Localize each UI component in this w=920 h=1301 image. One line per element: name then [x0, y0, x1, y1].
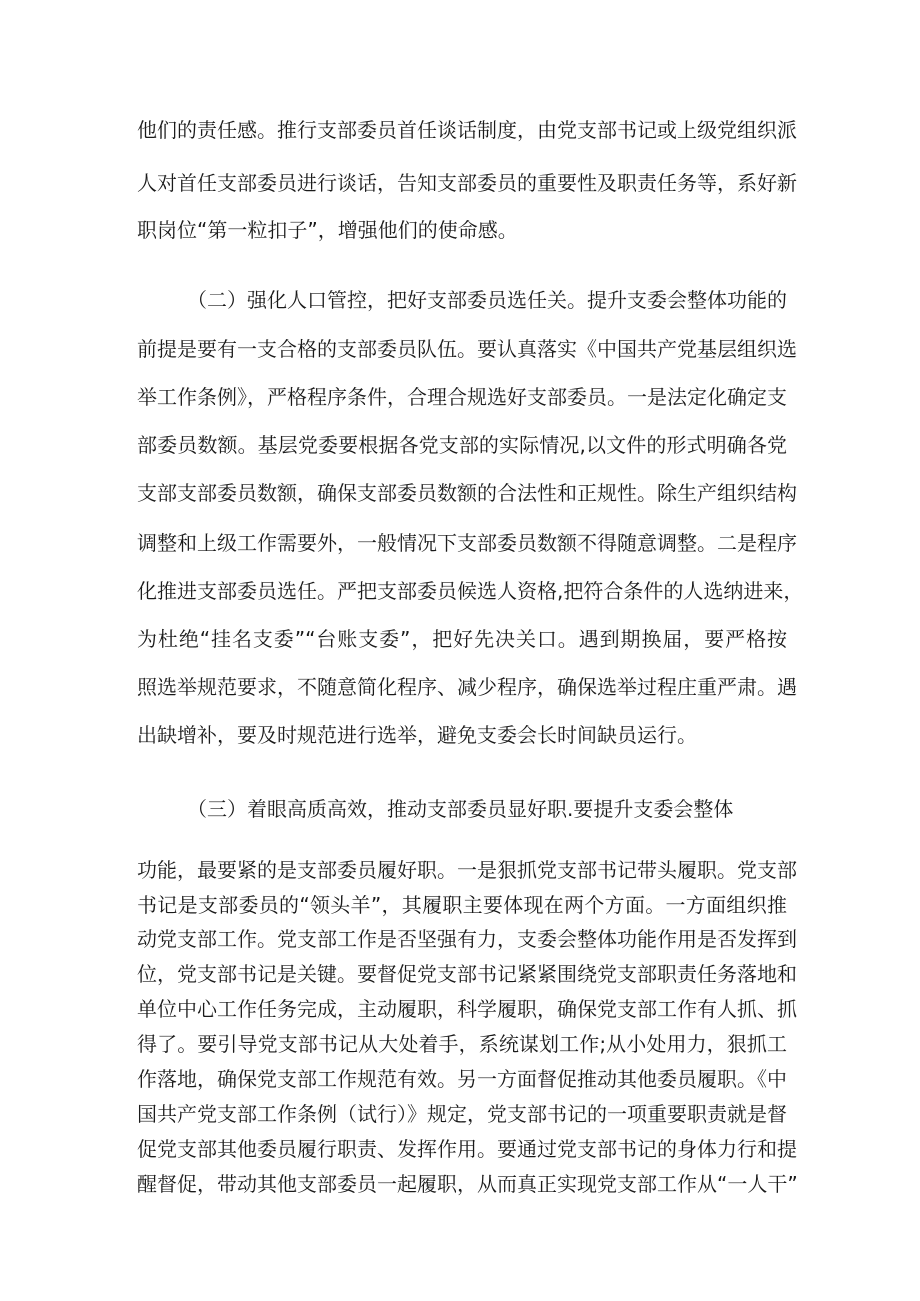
paragraph-1-line-3: 职岗位“第一粒扣子”，增强他们的使命感。 [137, 218, 518, 242]
paragraph-3-line-9: 促党支部其他委员履行职责、发挥作用。要通过党支部书记的身体力行和提 [137, 1137, 797, 1161]
paragraph-2-line-10: 出缺增补，要及时规范进行选举，避免支委会长时间缺员运行。 [137, 723, 697, 747]
paragraph-2-line-9: 照选举规范要求，不随意简化程序、减少程序，确保选举过程庄重严肃。遇 [137, 675, 797, 699]
paragraph-2-line-7: 化推进支部委员选任。严把支部委员候选人资格,把符合条件的人选纳进来， [137, 579, 804, 603]
paragraph-1-line-2: 人对首任支部委员进行谈话，告知支部委员的重要性及职责任务等，系好新 [137, 171, 797, 195]
paragraph-3-line-1: 功能，最要紧的是支部委员履好职。一是狠抓党支部书记带头履职。党支部 [137, 858, 797, 882]
paragraph-3-heading-line: （三）着眼高质高效，推动支部委员显好职.要提升支委会整体 [187, 797, 734, 821]
paragraph-2-line-5: 支部支部委员数额，确保支部委员数额的合法性和正规性。除生产组织结构 [137, 481, 797, 505]
paragraph-2-line-3: 举工作条例》，严格程序条件，合理合规选好支部委员。一是法定化确定支 [137, 385, 787, 409]
paragraph-2-line-2: 前提是要有一支合格的支部委员队伍。要认真落实《中国共产党基层组织选 [137, 337, 797, 361]
paragraph-2-line-6: 调整和上级工作需要外，一般情况下支部委员数额不得随意调整。二是程序 [137, 531, 797, 555]
paragraph-1-line-1: 他们的责任感。推行支部委员首任谈话制度，由党支部书记或上级党组织派 [137, 118, 797, 142]
paragraph-3-line-3: 动党支部工作。党支部工作是否坚强有力，支委会整体功能作用是否发挥到 [137, 927, 797, 951]
paragraph-2-line-1: （二）强化人口管控，把好支部委员选任关。提升支委会整体功能的 [187, 288, 787, 312]
paragraph-3-line-10: 醒督促，带动其他支部委员一起履职，从而真正实现党支部工作从“一人干” [137, 1172, 798, 1196]
paragraph-3-line-8: 国共产党支部工作条例（试行）》规定，党支部书记的一项重要职责就是督 [137, 1102, 787, 1126]
paragraph-3-line-6: 得了。要引导党支部书记从大处着手，系统谋划工作;从小处用力，狠抓工 [137, 1032, 787, 1056]
paragraph-2-line-8: 为杜绝“挂名支委”“台账支委”，把好先决关口。遇到期换届，要严格按 [137, 627, 787, 651]
paragraph-3-line-4: 位，党支部书记是关键。要督促党支部书记紧紧围绕党支部职责任务落地和 [137, 962, 797, 986]
paragraph-3-line-7: 作落地，确保党支部工作规范有效。另一方面督促推动其他委员履职。《中 [137, 1067, 787, 1091]
paragraph-2-line-4: 部委员数额。基层党委要根据各党支部的实际情况,以文件的形式明确各党 [137, 433, 787, 457]
paragraph-3-line-5: 单位中心工作任务完成，主动履职，科学履职，确保党支部工作有人抓、抓 [137, 997, 797, 1021]
paragraph-3-line-2: 书记是支部委员的“领头羊”，其履职主要体现在两个方面。一方面组织推 [137, 893, 787, 917]
